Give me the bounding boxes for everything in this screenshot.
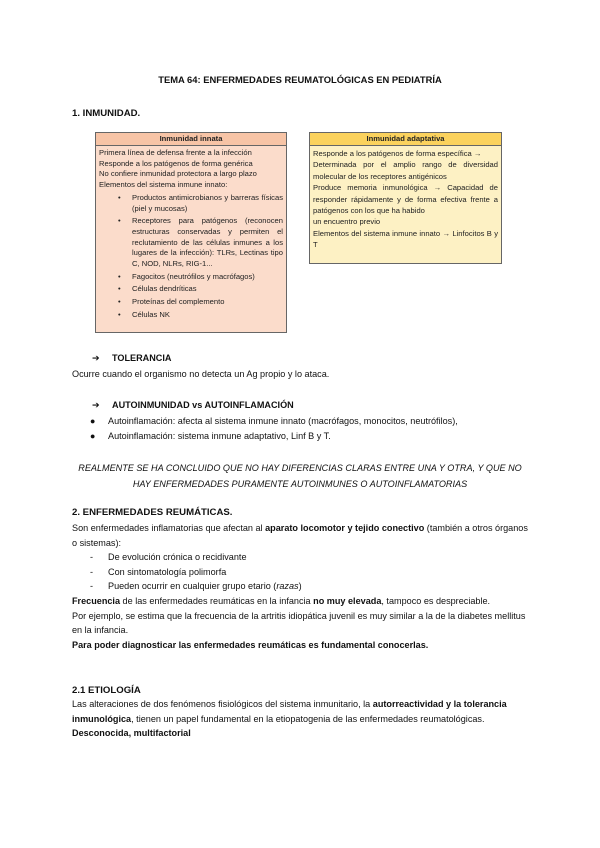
adaptive-line: Produce memoria inmunológica → Capacidad de responder rápidamente y de forma efectiva frente a patógenos con los que ha habido bbox=[313, 183, 498, 216]
example-text: Por ejemplo, se estima que la frecuencia de la artritis idiopática juvenil es muy similar a la de la diabetes mellitus en la infancia. bbox=[72, 610, 526, 636]
list-item: - Con sintomatología polimorfa bbox=[90, 565, 528, 580]
bullet-icon: • bbox=[118, 271, 121, 281]
list-item: • Fagocitos (neutrófilos y macrófagos) bbox=[118, 271, 255, 281]
conclusion-line: HAY ENFERMEDADES PURAMENTE AUTOINMUNES O AUTOINFLAMATORIAS bbox=[132, 479, 468, 489]
adaptive-line: Determinada por el amplio rango de diversidad molecular de los receptores antigénicos bbox=[313, 160, 498, 181]
bullet-icon: • bbox=[118, 309, 121, 319]
bullet-icon: ● bbox=[90, 430, 96, 441]
arrow-right-icon: ➔ bbox=[92, 353, 100, 363]
adaptive-immunity-table bbox=[309, 132, 502, 264]
list-item: - Pueden ocurrir en cualquier grupo etario (razas) bbox=[90, 579, 528, 594]
innate-line: Responde a los patógenos de forma genérica bbox=[99, 158, 253, 168]
bullet-icon: • bbox=[118, 192, 121, 202]
adaptive-line: Elementos del sistema inmune innato → Linfocitos B y T bbox=[313, 228, 498, 250]
list-item: • Receptores para patógenos (reconocen estructuras conservadas y permiten el reclutamiento de las células inmunes a los lugares de la infección): TLRs, Lectinas tipo C, NOD, NLRs, RIG-1... bbox=[118, 216, 283, 269]
innate-immunity-table bbox=[95, 132, 287, 333]
innate-table-header: Inmunidad innata bbox=[96, 133, 286, 146]
list-item: • Proteínas del complemento bbox=[118, 297, 225, 307]
section-heading-enfermedades: 2. ENFERMEDADES REUMÁTICAS. bbox=[72, 507, 233, 518]
section-heading-etiologia: 2.1 ETIOLOGÍA bbox=[72, 685, 141, 696]
innate-line: Primera línea de defensa frente a la infección bbox=[99, 148, 252, 157]
adaptive-line: un encuentro previo bbox=[313, 217, 381, 227]
bullet-icon: • bbox=[118, 216, 121, 226]
innate-line: No confiere inmunidad protectora a largo plazo bbox=[99, 169, 257, 179]
bullet-icon: • bbox=[118, 284, 121, 294]
list-item: • Células NK bbox=[118, 309, 170, 319]
section2-body bbox=[72, 521, 528, 652]
autoinmunidad-heading: ➔ AUTOINMUNIDAD vs AUTOINFLAMACIÓN bbox=[92, 400, 294, 410]
dash-icon: - bbox=[90, 581, 94, 592]
etiology-paragraph: Las alteraciones de dos fenómenos fisiológicos del sistema inmunitario, la autorreactividad y la tolerancia inmunológica, tienen un papel fundamental en la etiopatogenia de las enfermedades reumatológicas. bbox=[72, 699, 507, 724]
adaptive-line: Responde a los patógenos de forma específica → bbox=[313, 149, 482, 158]
section-heading-inmunidad: 1. INMUNIDAD. bbox=[72, 108, 141, 119]
section2-intro: Son enfermedades inflamatorias que afectan al aparato locomotor y tejido conectivo (también a otros órganos o sistemas): bbox=[72, 523, 528, 548]
etiology-cause: Desconocida, multifactorial bbox=[72, 728, 191, 739]
list-item: ● Autoinflamación: afecta al sistema inmune innato (macrófagos, monocitos, neutrófilos), bbox=[90, 414, 520, 429]
conclusion-note bbox=[60, 460, 540, 492]
innate-line: Elementos del sistema inmune innato: bbox=[99, 180, 228, 190]
autoinmunidad-list bbox=[90, 414, 520, 443]
frequency-text: Frecuencia de las enfermedades reumáticas en la infancia no muy elevada, tampoco es despreciable. bbox=[72, 595, 491, 606]
bullet-icon: • bbox=[118, 297, 121, 307]
dash-icon: - bbox=[90, 566, 94, 577]
list-item: • Productos antimicrobianos y barreras físicas (piel y mucosas) bbox=[118, 192, 283, 213]
tolerancia-heading: ➔ TOLERANCIA bbox=[92, 353, 172, 363]
list-item: • Células dendríticas bbox=[118, 284, 197, 294]
bullet-icon: ● bbox=[90, 416, 96, 426]
adaptive-table-header: Inmunidad adaptativa bbox=[310, 133, 501, 146]
list-item: - De evolución crónica o recidivante bbox=[90, 550, 528, 565]
section21-body bbox=[72, 697, 528, 741]
arrow-right-icon: ➔ bbox=[92, 400, 100, 410]
conclusion-line: REALMENTE SE HA CONCLUIDO QUE NO HAY DIFERENCIAS CLARAS ENTRE UNA Y OTRA, Y QUE NO bbox=[78, 463, 522, 473]
page-title: TEMA 64: ENFERMEDADES REUMATOLÓGICAS EN PEDIATRÍA bbox=[158, 74, 442, 85]
innate-elements-list bbox=[99, 193, 283, 321]
diagnose-text: Para poder diagnosticar las enfermedades reumáticas es fundamental conocerlas. bbox=[72, 639, 429, 650]
dash-icon: - bbox=[90, 552, 94, 563]
list-item: ● Autoinflamación: sistema inmune adaptativo, Linf B y T. bbox=[90, 429, 520, 444]
tolerancia-text: Ocurre cuando el organismo no detecta un Ag propio y lo ataca. bbox=[72, 369, 330, 379]
